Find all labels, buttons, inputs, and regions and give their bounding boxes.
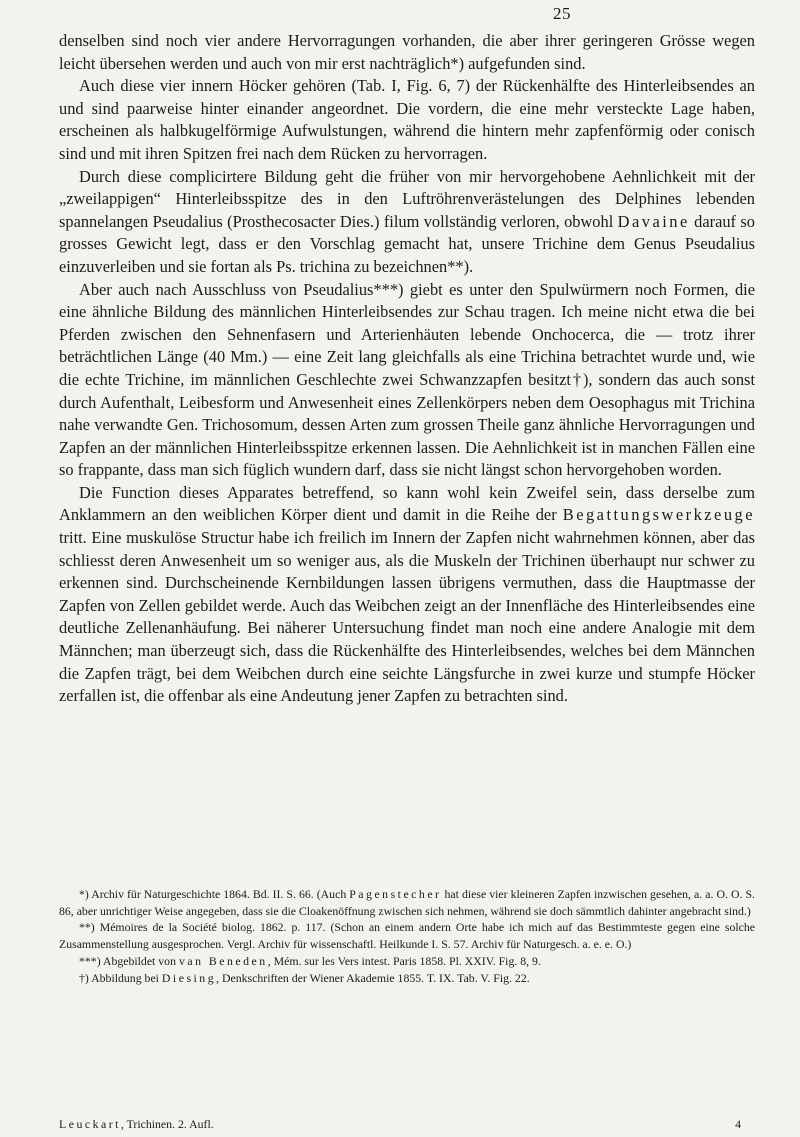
text-run: , Mém. sur les Vers intest. Paris 1858. Pl. XXIV. Fig. 8, 9.: [267, 953, 541, 968]
page-number: 25: [553, 4, 571, 23]
paragraph: [59, 166, 755, 279]
paragraph: [59, 75, 755, 165]
footer-title: , Trichinen. 2. Aufl.: [120, 1117, 214, 1131]
spaced-name: Davaine: [617, 211, 690, 231]
text-run: ***) Abgebildet von: [79, 953, 179, 968]
spaced-name: Pagenstecher: [349, 887, 442, 901]
text-run: tritt. Eine muskulöse Structur habe ich freilich im Innern der Zapfen nicht wahrnehmen können, aber das schliesst deren Anwesenheit um so weniger aus, als die Muskeln der Trichinen überhaupt nur schwer zu erkennen sind. Durchscheinende Kernbildungen lassen übrigens vermuthen, dass die Hauptmasse der Zapfen von Zellen gebildet werde. Auch das Weibchen zeigt an der Innenfläche des Hinterleibsendes eine deutliche Zellenanhäufung. Bei näherer Untersuchung findet man noch eine andere Analogie mit dem Männchen; man überzeugt sich, dass die Rückenhälfte des Hinterleibsendes, welches bei dem Männchen die Zapfen trägt, bei dem Weibchen durch eine seichte Längsfurche in zwei kurze und stumpfe Höcker zerfallen ist, die offenbar als eine Andeutung jener Zapfen zu betrachten sind.: [59, 528, 755, 706]
body-text: [59, 30, 755, 708]
spaced-name: Begattungswerkzeuge: [562, 505, 755, 525]
text-run: *) Archiv für Naturgeschichte 1864. Bd. II. S. 66. (Auch: [79, 887, 350, 901]
text-run: darauf so grosses Gewicht legt, dass er den Vorschlag gemacht hat, unsere Trichine dem Genus Pseudalius einzuverleiben und sie fortan als Ps. trichina zu bezeichnen**).: [59, 211, 755, 276]
paragraph: [59, 279, 755, 482]
page-footer: [59, 1116, 755, 1132]
text-run: Aber auch nach Ausschluss von Pseudalius***) giebt es unter den Spulwürmern noch Formen, die eine ähnliche Bildung des männlichen Hinterleibsendes zur Schau tragen. Ich meine nicht etwa die bei Pferden zwischen den Sehnenfasern und Arterienhäuten lebende Onchocerca, die — trotz ihrer beträchtlichen Länge (40 Mm.) — eine Zeit lang gleichfalls als eine Trichina betrachtet wurde und, wie die echte Trichine, im männlichen Geschlechte zwei Schwanzzapfen besitzt†), sondern das auch sonst durch Aufenthalt, Leibesform und Anwesenheit eines Zellenkörpers neben dem Oesophagus mit Trichina nahe verwandte Gen. Trichosomum, dessen Arten zum grossen Theile ganz ähnliche Hervorragungen und Zapfen an der männlichen Hinterleibsspitze erkennen lassen. Die Aehnlichkeit ist in manchen Fällen eine so frappante, dass man sich füglich wundern darf, dass sie nicht längst schon hervorgehoben worden.: [59, 279, 755, 480]
footnote: [59, 970, 755, 987]
text-run: hat diese vier kleineren Zapfen inzwischen gesehen, a. a. O. O. S. 86, aber unrichtiger Weise angegeben, dass sie die Cloakenöffnung zwischen sich nehmen, während sie doch sämmtlich dahinter angebracht sind.): [59, 887, 755, 918]
footnote: [59, 919, 755, 952]
text-run: **) Mémoires de la Société biolog. 1862. p. 117. (Schon an einem andern Orte habe ich mich auf das Bestimmteste gegen eine solche Zusammenstellung ausgesprochen. Vergl. Archiv für wissenschaftl. Heilkunde I. S. 57. Archiv für Naturgesch. a. e. e. O.): [59, 920, 755, 952]
text-run: , Denkschriften der Wiener Akademie 1855. T. IX. Tab. V. Fig. 22.: [216, 970, 530, 985]
footer-author: Leuckart: [59, 1117, 121, 1131]
spaced-name: van Beneden: [178, 953, 268, 968]
footnote: [59, 953, 755, 970]
text-run: †) Abbildung bei: [79, 970, 162, 985]
text-run: Durch diese complicirtere Bildung geht die früher von mir hervorgehobene Aehnlichkeit mit der „zweilappigen“ Hinterleibsspitze des in den Luftröhrenverästelungen des Delphines lebenden spannelangen Pseudalius (Prosthecosacter Dies.) filum vollständig verloren, obwohl: [59, 166, 755, 231]
spaced-name: Diesing: [161, 970, 217, 985]
signature-mark: 4: [735, 1117, 741, 1131]
paragraph: [59, 482, 755, 708]
footnote: [59, 886, 755, 919]
text-run: Die Function dieses Apparates betreffend, so kann wohl kein Zweifel sein, dass derselbe zum Anklammern an den weiblichen Körper dient und damit in die Reihe der: [59, 482, 755, 525]
paragraph: [59, 30, 755, 75]
text-run: denselben sind noch vier andere Hervorragungen vorhanden, die aber ihrer geringeren Grösse wegen leicht übersehen werden und auch von mir erst nachträglich*) aufgefunden sind.: [59, 31, 755, 73]
text-run: Auch diese vier innern Höcker gehören (Tab. I, Fig. 6, 7) der Rückenhälfte des Hinterleibsendes an und sind paarweise hinter einander angeordnet. Die vordern, die eine mehr versteckte Lage haben, erscheinen als halbkugelförmige Aufwulstungen, während die hintern mehr zapfenförmig oder conisch sind und mit ihren Spitzen frei nach dem Rücken zu hervorragen.: [59, 76, 755, 163]
footnotes: [59, 886, 755, 986]
